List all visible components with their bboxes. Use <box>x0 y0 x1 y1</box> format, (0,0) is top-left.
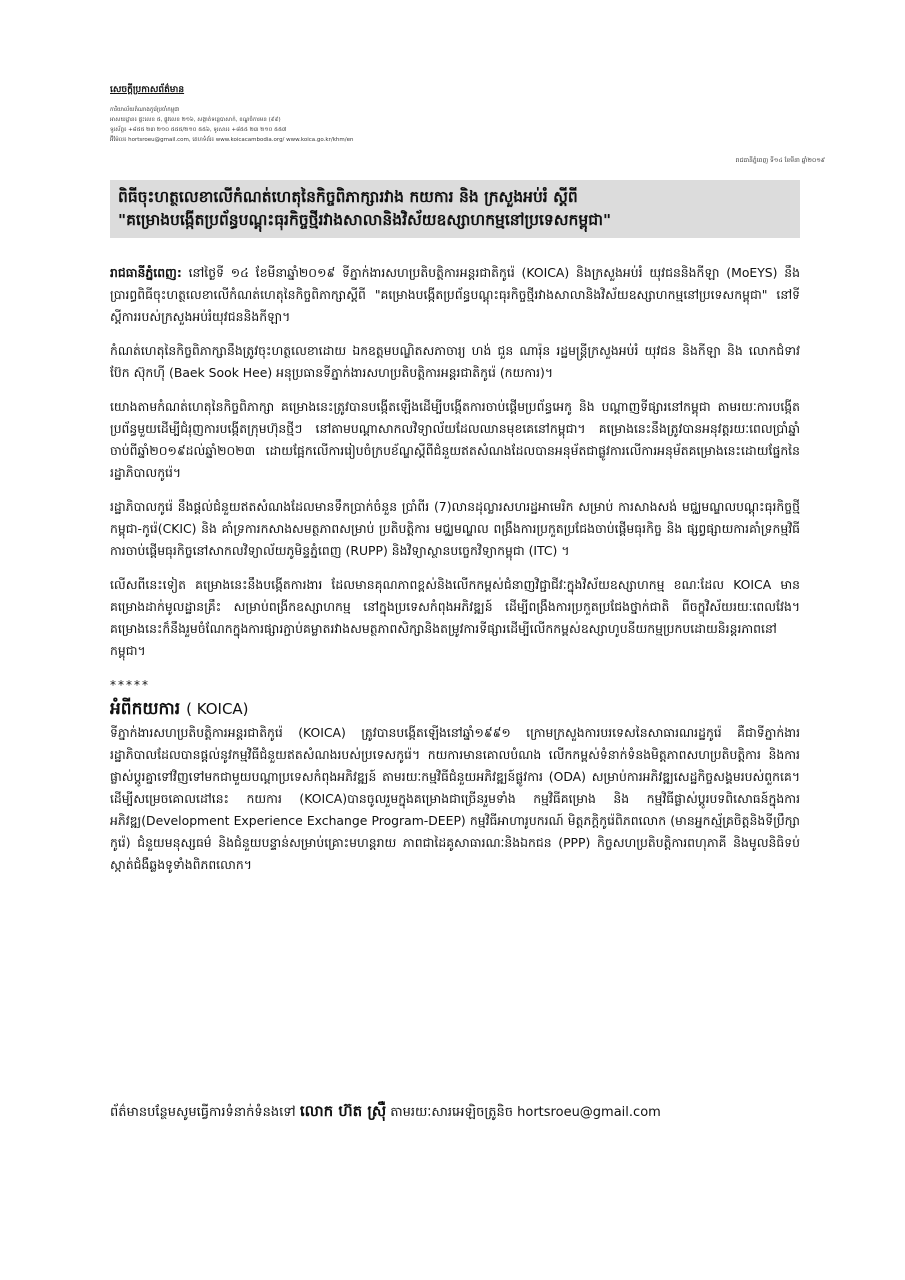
about-heading-sub: ( KOICA) <box>186 700 249 718</box>
press-release-body <box>110 262 800 888</box>
contact-name: លោក ហ៊ត ស្រ៊ឺ <box>299 1102 387 1120</box>
paragraph-5: លើសពីនេះទៀត គម្រោងនេះនឹងបង្កើតការងារ ដែលមានគុណភាពខ្ពស់និងលើកកម្ពស់ជំនាញវិជ្ជាជីវៈក្នុងវិស័យឧស្សាហកម្ម ខណៈដែល KOICA មានគម្រោងដាក់មូលដ្ឋានគ្រឹះ សម្រាប់ពង្រីកឧស្សាហកម្ម នៅក្នុងប្រទេសកំពុងអភិវឌ្ឍន៍ ដើម្បីពង្រឹងការប្រកួតប្រជែងថ្នាក់ជាតិ ពីចក្ខុវិស័យរយៈពេលវែង។ គម្រោងនេះក៏នឹងរួមចំណែកក្នុងការផ្សារភ្ជាប់គម្លាតរវាងសមត្ថភាពសិក្សានិងតម្រូវការទីផ្សារដើម្បីលើកកម្ពស់ឧស្សាហូបនីយកម្មប្រកបដោយនិរន្តរភាពនៅកម្ពុជា។ <box>110 577 800 658</box>
paragraph-4: រដ្ឋាភិបាលកូរ៉េ នឹងផ្តល់ជំនួយឥតសំណងដែលមានទឹកប្រាក់ចំនួន ប្រាំពីរ (7)លានដុល្លារសហរដ្ឋអាមេរិក សម្រាប់ ការសាងសង់ មជ្ឈមណ្ឌលបណ្តុះធុរកិច្ចថ្មីកម្ពុជា-កូរ៉េ(CKIC) និង គាំទ្រការកសាងសមត្ថភាពសម្រាប់ ប្រតិបត្តិការ មជ្ឈមណ្ឌល ពង្រឹងការប្រកួតប្រជែងចាប់ផ្តើមធុរកិច្ច និង ផ្សព្វផ្សាយការគាំទ្រកម្មវិធីការចាប់ផ្តើមធុរកិច្ចនៅសាកលវិទ្យាល័យភូមិន្ទភ្នំពេញ (RUPP) និងវិទ្យាស្ថានបច្ចេកវិទ្យាកម្ពុជា (ITC) ។ <box>110 499 800 558</box>
title-line-1: ពិធីចុះហត្ថលេខាលើកំណត់ហេតុនៃកិច្ចពិភាក្សារវាង កយការ និង ក្រសួងអប់រំ ស្តីពី <box>118 188 578 206</box>
title-box <box>110 180 800 238</box>
letterhead-line: ការិយាល័យតំណាងកូរ៉េប្រចាំកម្ពុជា <box>110 107 180 113</box>
title-line-2: "គម្រោងបង្កើតប្រព័ន្ធបណ្តុះធុរកិច្ចថ្មីរវាងសាលានិងវិស័យឧស្សាហកម្មនៅប្រទេសកម្ពុជា" <box>118 211 612 229</box>
letterhead-line: ទូរស័ព្ទ៖ +៨៥៥ ២៣ ២១០ ៥៥៥/២១០ ៥៥៦, ទូរសារ៖ +៨៥៥ ២៣ ២១០ ៥៥៧ <box>110 127 287 133</box>
paragraph-3: យោងតាមកំណត់ហេតុនៃកិច្ចពិភាក្សា គម្រោងនេះត្រូវបានបង្កើតឡើងដើម្បីបង្កើតការចាប់ផ្តើមប្រព័ន្ធអេកូ និង បណ្តាញទីផ្សារនៅកម្ពុជា តាមរយៈការបង្កើតប្រព័ន្ធមួយដើម្បីជំរុញការបង្កើតក្រុមហ៊ុនថ្មីៗ នៅតាមបណ្តាសាកលវិទ្យាល័យដែលឈានមុខគេនៅកម្ពុជា។ គម្រោងនេះនឹងត្រូវបានអនុវត្តរយៈពេលប្រាំឆ្នាំចាប់ពីឆ្នាំ២០១៩ដល់ឆ្នាំ២០២៣ ដោយផ្អែកលើការរៀបចំក្របខ័ណ្ឌស្តីពីជំនួយឥតសំណងដែលបានអនុម័តជាផ្លូវការលើការអនុម័តគម្រោងនេះដោយផ្នែកនៃរដ្ឋាភិបាលកូរ៉េ។ <box>110 399 800 480</box>
letterhead <box>110 84 830 145</box>
document-date: រាជធានីភ្នំពេញ ទី១៤ ខែមីនា ឆ្នាំ២០១៩ <box>735 157 825 164</box>
org-name: សេចក្តីប្រកាសព័ត៌មាន <box>110 85 185 95</box>
contact-line <box>110 1100 810 1124</box>
contact-prefix: ព័ត៌មានបន្ថែមសូមធ្វើការទំនាក់ទំនងទៅ <box>110 1105 296 1120</box>
contact-suffix: តាមរយៈសារអេឡិចត្រូនិច hortsroeu@gmail.com <box>390 1105 661 1120</box>
section-separator: ***** <box>110 678 150 692</box>
paragraph-text: នៅថ្ងៃទី ១៤ ខែមីនាឆ្នាំ២០១៩ ទីភ្នាក់ងារសហប្រតិបត្តិការអន្តរជាតិកូរ៉េ (KOICA) និងក្រសួងអប់រំ យុវជននិងកីឡា (MoEYS) នឹងប្រារព្ធពិធីចុះហត្ថលេខាលើកំណត់ហេតុនៃកិច្ចពិភាក្សាស្តីពី "គម្រោងបង្កើតប្រព័ន្ធបណ្តុះធុរកិច្ចថ្មីរវាងសាលានិងវិស័យឧស្សាហកម្មនៅប្រទេសកម្ពុជា" នៅទីស្តីការរបស់ក្រសួងអប់រំយុវជននិងកីឡា។ <box>110 265 800 324</box>
paragraph-2: កំណត់ហេតុនៃកិច្ចពិភាក្សានឹងត្រូវចុះហត្ថលេខាដោយ ឯកឧត្តមបណ្ឌិតសភាចារ្យ ហង់ ជួន ណារ៉ុន រដ្ឋមន្ត្រីក្រសួងអប់រំ យុវជន និងកីឡា និង លោកជំទាវ ប៊ែក ស៊ុកហ៊ី (Baek Sook Hee) អនុប្រធានទីភ្នាក់ងារសហប្រតិបត្តិការអន្តរជាតិកូរ៉េ (កយការ)។ <box>110 343 800 380</box>
letterhead-line: អ៊ីម៉ែល៖ hortsroeu@gmail.com, គេហទំព័រ៖ www.koicacambodia.org/ www.koica.go.kr/khm/en <box>110 137 354 143</box>
letterhead-line: អាសយដ្ឋាន៖ ផ្ទះលេខ ៥, ផ្លូវលេខ ២១៦, សង្កាត់ទន្លេបាសាក់, ខណ្ឌចំការមន (៩៩) <box>110 117 281 123</box>
paragraph-1 <box>110 262 800 328</box>
dateline: រាជធានីភ្នំពេញ: <box>110 265 182 280</box>
about-heading <box>110 698 800 720</box>
about-heading-text: អំពីកយការ <box>110 699 181 719</box>
about-paragraph: ទីភ្នាក់ងារសហប្រតិបត្តិការអន្តរជាតិកូរ៉េ (KOICA) ត្រូវបានបង្កើតឡើងនៅឆ្នាំ១៩៩១ ក្រោមក្រសួងការបរទេសនៃសាធារណរដ្ឋកូរ៉េ គឺជាទីភ្នាក់ងាររដ្ឋាភិបាលដែលបានផ្តល់នូវកម្មវិធីជំនួយឥតសំណងរបស់ប្រទេសកូរ៉េ។ កយការមានគោលបំណង លើកកម្ពស់ទំនាក់ទំនងមិត្តភាពសហប្រតិបត្តិការ និងការផ្លាស់ប្តូរគ្នាទៅវិញទៅមកជាមួយបណ្តាប្រទេសកំពុងអភិវឌ្ឍន៍ តាមរយៈកម្មវិធីជំនួយអភិវឌ្ឍន៍ផ្លូវការ (ODA) សម្រាប់ការអភិវឌ្ឍសេដ្ឋកិច្ចសង្គមរបស់ពួកគេ។ ដើម្បីសម្រេចគោលដៅនេះ កយការ (KOICA)បានចូលរួមក្នុងគម្រោងជាច្រើនរួមទាំង កម្មវិធីគម្រោង និង កម្មវិធីផ្លាស់ប្តូរបទពិសោធន៍ក្នុងការអភិវឌ្ឍ(Development Experience Exchange Program-DEEP) កម្មវិធីអាហារូបករណ៍ មិត្តភក្តិកូរ៉េពិភពលោក (មានអ្នកស្ម័គ្រចិត្តនិងទីប្រឹក្សាកូរ៉េ) ជំនួយមនុស្សធម៌ និងជំនួយបន្ទាន់សម្រាប់គ្រោះមហន្តរាយ ភាពជាដៃគូសាធារណៈនិងឯកជន (PPP) កិច្ចសហប្រតិបត្តិការពហុភាគី និងមូលនិធិទប់ស្កាត់ជំងឺឆ្លងទូទាំងពិភពលោក។ <box>110 725 800 872</box>
